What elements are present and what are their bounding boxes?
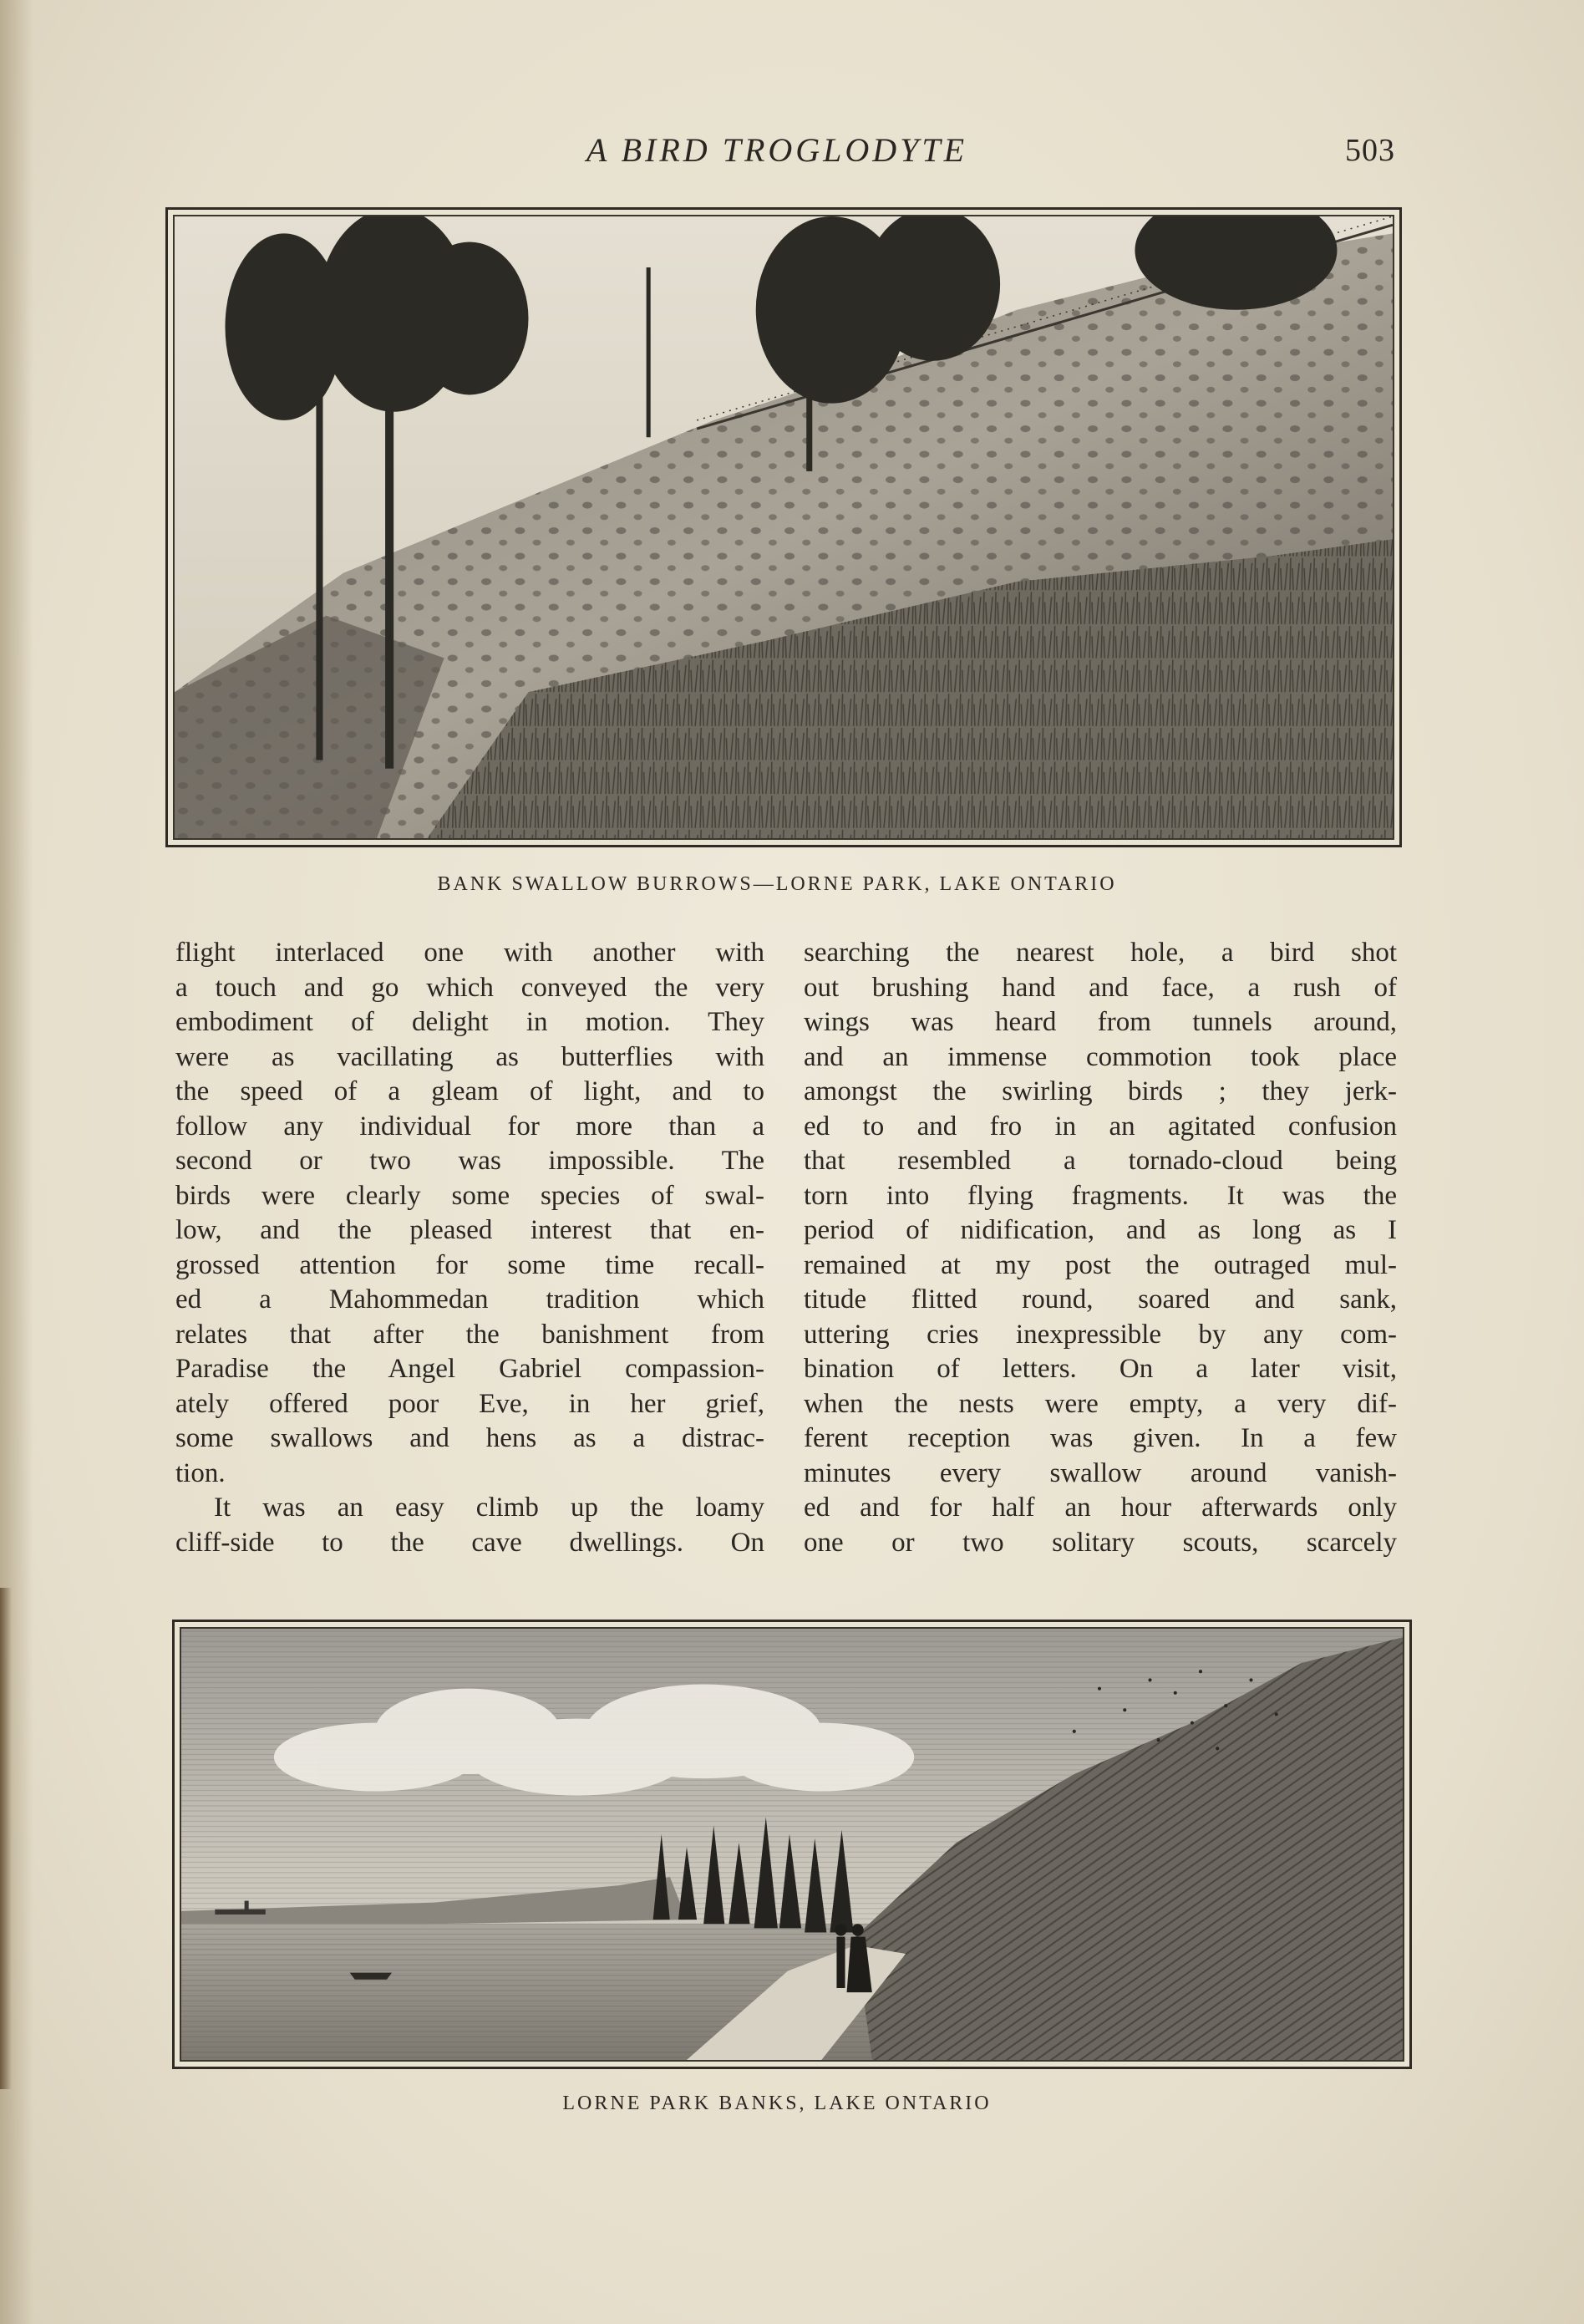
running-head <box>167 125 1395 175</box>
text-line: a touch and go which conveyed the very <box>175 972 764 1003</box>
text-line: minutes every swallow around vanish- <box>804 1457 1397 1488</box>
text-column-right <box>804 936 1397 1560</box>
lakeshore-illustration <box>181 1629 1403 2060</box>
text-column-left <box>175 936 764 1560</box>
text-line: titude flitted round, soared and sank, <box>804 1284 1397 1315</box>
text-line: follow any individual for more than a <box>175 1111 764 1142</box>
text-line: ed a Mahommedan tradition which <box>175 1284 764 1315</box>
text-line: embodiment of delight in motion. They <box>175 1007 764 1037</box>
figure-caption-2: LORNE PARK BANKS, LAKE ONTARIO <box>562 2093 992 2114</box>
text-line: one or two solitary scouts, scarcely <box>804 1527 1397 1558</box>
photo-bank-swallow-burrows <box>165 207 1402 847</box>
text-line: wings was heard from tunnels around, <box>804 1007 1397 1037</box>
text-line: out brushing hand and face, a rush of <box>804 972 1397 1003</box>
text-line: uttering cries inexpressible by any com- <box>804 1319 1397 1350</box>
text-line: searching the nearest hole, a bird shot <box>804 938 1397 968</box>
text-line: ed and for half an hour afterwards only <box>804 1493 1397 1523</box>
text-line: remained at my post the outraged mul- <box>804 1249 1397 1280</box>
text-line: It was an easy climb up the loamy <box>214 1493 764 1523</box>
text-line: were as vacillating as butterflies with <box>175 1041 764 1072</box>
photo-frame <box>173 215 1394 840</box>
text-line: grossed attention for some time recall- <box>175 1249 764 1280</box>
text-line: ferent reception was given. In a few <box>804 1423 1397 1453</box>
text-line: flight interlaced one with another with <box>175 938 764 968</box>
text-line: second or two was impossible. The <box>175 1146 764 1176</box>
text-line: ed to and fro in an agitated confusion <box>804 1111 1397 1142</box>
text-line: Paradise the Angel Gabriel compassion- <box>175 1354 764 1384</box>
text-line: period of nidification, and as long as I <box>804 1215 1397 1245</box>
text-line: low, and the pleased interest that en- <box>175 1215 764 1245</box>
engraving-frame <box>180 1627 1404 2062</box>
text-line: torn into flying fragments. It was the <box>804 1180 1397 1211</box>
text-line: that resembled a tornado-cloud being <box>804 1146 1397 1176</box>
page-number: 503 <box>1345 133 1395 168</box>
binding-edge <box>0 1588 12 2089</box>
text-line: tion. <box>175 1457 226 1488</box>
running-title: A BIRD TROGLODYTE <box>586 131 968 169</box>
text-line: bination of letters. On a later visit, <box>804 1354 1397 1384</box>
text-line: the speed of a gleam of light, and to <box>175 1076 764 1106</box>
text-line: ately offered poor Eve, in her grief, <box>175 1388 764 1419</box>
text-line: and an immense commotion took place <box>804 1041 1397 1072</box>
text-line: some swallows and hens as a distrac- <box>175 1423 764 1453</box>
text-line: birds were clearly some species of swal- <box>175 1180 764 1211</box>
figure-caption-1: BANK SWALLOW BURROWS—LORNE PARK, LAKE ONTARIO <box>437 873 1117 895</box>
text-line: relates that after the banishment from <box>175 1319 764 1350</box>
text-line: cliff-side to the cave dwellings. On <box>175 1527 764 1558</box>
text-line: when the nests were empty, a very dif- <box>804 1388 1397 1419</box>
engraving-lorne-park-banks <box>172 1620 1412 2069</box>
cliff-illustration <box>175 216 1393 838</box>
text-line: amongst the swirling birds ; they jerk- <box>804 1076 1397 1106</box>
